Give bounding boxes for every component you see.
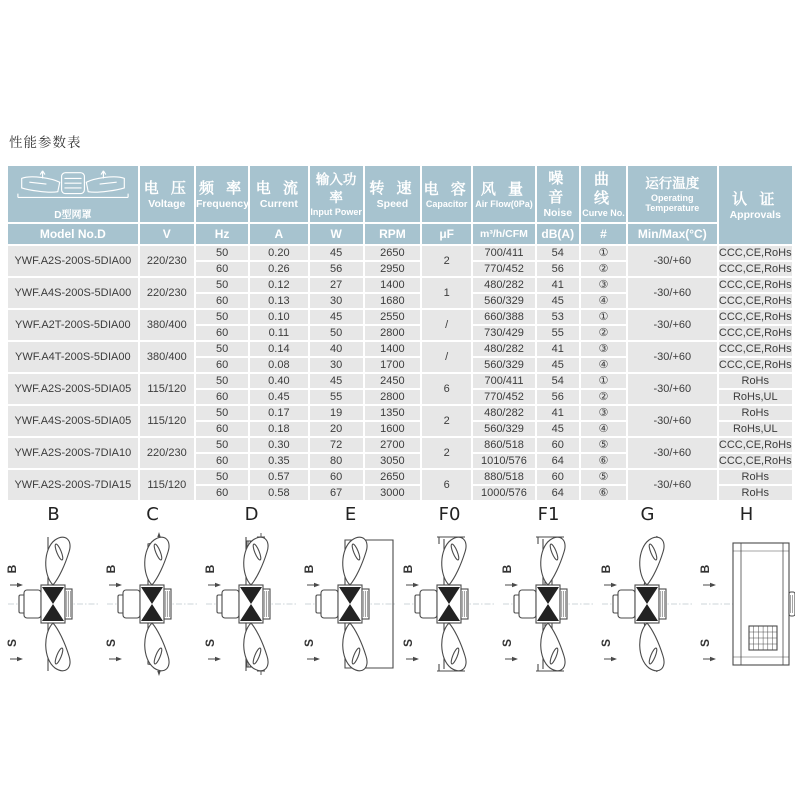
cell-voltage: 380/400: [140, 342, 194, 372]
mounting-diagram-H: [697, 503, 796, 686]
cell-approvals: CCC,CE,RoHs: [718, 454, 792, 467]
cell-hz: 50: [196, 470, 248, 484]
svg-text:S: S: [401, 638, 415, 648]
cell-airflow: 660/388: [473, 310, 534, 324]
cell-approvals: CCC,CE,RoHs: [718, 438, 792, 451]
cell-approvals: CCC,CE,RoHs: [718, 294, 792, 307]
cell-curve: ⑤: [581, 438, 626, 452]
cell-current: 0.10: [250, 310, 307, 324]
fan-side-view-icon: [6, 529, 102, 686]
cell-hz: 50: [196, 246, 248, 260]
cell-noise: 45: [537, 422, 579, 436]
unit-temperature: Min/Max(°C): [628, 224, 716, 244]
cell-noise: 45: [537, 358, 579, 372]
col-header-curve: 曲 线 Curve No.: [581, 166, 626, 222]
cell-model: YWF.A2S-200S-7DIA10: [8, 438, 138, 468]
cell-noise: 60: [537, 438, 579, 452]
cell-current: 0.40: [250, 374, 307, 388]
cell-curve: ⑤: [581, 470, 626, 484]
cell-noise: 53: [537, 310, 579, 324]
cell-capacitor: 6: [422, 470, 471, 500]
col-header-temperature: 运行温度 Operating Temperature: [628, 166, 716, 222]
unit-noise: dB(A): [537, 224, 579, 244]
cell-airflow: 560/329: [473, 358, 534, 372]
cell-power: 55: [310, 390, 363, 404]
cell-temperature: -30/+60: [628, 438, 716, 468]
cell-curve: ⑥: [581, 454, 626, 468]
col-header-speed: 转 速 Speed: [365, 166, 420, 222]
cell-capacitor: /: [422, 342, 471, 372]
cell-power: 45: [310, 374, 363, 388]
cell-curve: ②: [581, 326, 626, 340]
cell-current: 0.26: [250, 262, 307, 276]
cell-hz: 60: [196, 358, 248, 372]
cell-voltage: 220/230: [140, 438, 194, 468]
diagram-label-D: D: [244, 504, 259, 525]
cell-voltage: 380/400: [140, 310, 194, 340]
svg-text:S: S: [302, 638, 316, 648]
cell-noise: 55: [537, 326, 579, 340]
cell-noise: 45: [537, 294, 579, 308]
cell-airflow: 560/329: [473, 294, 534, 308]
mounting-diagrams: [4, 503, 796, 686]
unit-airflow: m³/h/CFM: [473, 224, 534, 244]
cell-airflow: 700/411: [473, 246, 534, 260]
cell-curve: ①: [581, 374, 626, 388]
cell-rpm: 1600: [365, 422, 420, 436]
cell-approvals: CCC,CE,RoHs: [718, 326, 792, 339]
cell-voltage: 220/230: [140, 278, 194, 308]
cell-temperature: -30/+60: [628, 342, 716, 372]
cell-current: 0.17: [250, 406, 307, 420]
cell-hz: 50: [196, 406, 248, 420]
diagram-label-F0: F0: [438, 504, 461, 525]
svg-text:S: S: [104, 638, 118, 648]
col-header-noise: 噪 音 Noise: [537, 166, 579, 222]
cell-current: 0.35: [250, 454, 307, 468]
cell-approvals: RoHs: [719, 486, 792, 500]
cell-current: 0.12: [250, 278, 307, 292]
svg-text:S: S: [5, 638, 19, 648]
cell-noise: 64: [537, 486, 579, 500]
spec-table: [6, 164, 794, 502]
cell-airflow: 770/452: [473, 262, 534, 276]
cell-rpm: 3000: [365, 486, 420, 500]
cell-approvals: RoHs: [719, 374, 792, 388]
spec-row: [8, 310, 792, 324]
spec-row: [8, 278, 792, 292]
cell-temperature: -30/+60: [628, 310, 716, 340]
cell-current: 0.45: [250, 390, 307, 404]
cell-model: YWF.A2S-200S-5DIA05: [8, 374, 138, 404]
mounting-diagram-D: [202, 503, 301, 686]
cell-current: 0.11: [250, 326, 307, 340]
fan-guard-illustration-cell: [8, 166, 138, 222]
cell-noise: 64: [537, 454, 579, 468]
cell-model: YWF.A2T-200S-5DIA00: [8, 310, 138, 340]
fan-guard-icon: [14, 167, 132, 205]
cell-curve: ④: [581, 422, 626, 436]
cell-hz: 60: [196, 422, 248, 436]
cell-hz: 60: [196, 454, 248, 468]
cell-current: 0.58: [250, 486, 307, 500]
fan-side-view-icon: [204, 529, 300, 686]
cell-model: YWF.A4S-200S-5DIA00: [8, 278, 138, 308]
col-header-airflow: 风 量 Air Flow(0Pa): [473, 166, 534, 222]
cell-capacitor: 2: [422, 246, 471, 276]
cell-approvals: RoHs,UL: [719, 390, 792, 404]
cell-airflow: 1000/576: [473, 486, 534, 500]
cell-power: 30: [310, 358, 363, 372]
spec-row: [8, 406, 792, 420]
cell-voltage: 115/120: [140, 374, 194, 404]
cell-model: YWF.A2S-200S-7DIA15: [8, 470, 138, 500]
page-title: 性能参数表: [9, 135, 82, 150]
cell-approvals: CCC,CE,RoHs: [718, 310, 792, 323]
fan-guard-label: D型网罩: [54, 210, 92, 221]
cell-airflow: 730/429: [473, 326, 534, 340]
svg-text:S: S: [203, 638, 217, 648]
cell-hz: 60: [196, 262, 248, 276]
svg-text:B: B: [5, 564, 19, 574]
unit-current: A: [250, 224, 307, 244]
cell-voltage: 115/120: [140, 470, 194, 500]
svg-text:S: S: [698, 638, 712, 648]
cell-temperature: -30/+60: [628, 470, 716, 500]
svg-text:B: B: [302, 564, 316, 574]
cell-hz: 50: [196, 374, 248, 388]
cell-approvals: CCC,CE,RoHs: [718, 278, 792, 291]
mounting-diagram-C: [103, 503, 202, 686]
cell-current: 0.13: [250, 294, 307, 308]
mounting-diagram-E: [301, 503, 400, 686]
cell-rpm: 2450: [365, 374, 420, 388]
cell-rpm: 1400: [365, 342, 420, 356]
cell-temperature: -30/+60: [628, 374, 716, 404]
cell-capacitor: 6: [422, 374, 471, 404]
spec-row: [8, 438, 792, 452]
diagram-label-B: B: [47, 504, 60, 525]
cell-hz: 60: [196, 486, 248, 500]
cell-rpm: 1350: [365, 406, 420, 420]
mounting-diagram-B: [4, 503, 103, 686]
cell-airflow: 480/282: [473, 406, 534, 420]
spec-table-body: [8, 246, 792, 500]
cell-power: 80: [310, 454, 363, 468]
cell-rpm: 2800: [365, 390, 420, 404]
cell-hz: 50: [196, 310, 248, 324]
col-header-current: 电 流 Current: [250, 166, 307, 222]
cell-current: 0.08: [250, 358, 307, 372]
cell-rpm: 1400: [365, 278, 420, 292]
cell-noise: 41: [537, 342, 579, 356]
cell-power: 45: [310, 310, 363, 324]
cell-temperature: -30/+60: [628, 406, 716, 436]
diagram-label-F1: F1: [537, 504, 560, 525]
unit-curve: #: [581, 224, 626, 244]
cell-airflow: 770/452: [473, 390, 534, 404]
cell-current: 0.30: [250, 438, 307, 452]
spec-row: [8, 246, 792, 260]
fan-side-view-icon: [600, 529, 696, 686]
cell-power: 50: [310, 326, 363, 340]
cell-noise: 54: [537, 246, 579, 260]
cell-noise: 41: [537, 406, 579, 420]
fan-side-view-icon: [105, 529, 201, 686]
cell-hz: 60: [196, 390, 248, 404]
cell-curve: ④: [581, 294, 626, 308]
svg-text:B: B: [698, 564, 712, 574]
cell-approvals: CCC,CE,RoHs: [718, 246, 792, 259]
col-header-frequency: 频 率 Frequency: [196, 166, 248, 222]
fan-side-view-icon: [402, 529, 498, 686]
cell-noise: 60: [537, 470, 579, 484]
svg-text:S: S: [500, 638, 514, 648]
cell-airflow: 560/329: [473, 422, 534, 436]
header-row-units: [8, 224, 792, 244]
cell-capacitor: /: [422, 310, 471, 340]
fan-side-view-icon: [699, 529, 795, 686]
cell-capacitor: 1: [422, 278, 471, 308]
col-header-approvals: 认 证 Approvals: [719, 166, 792, 244]
unit-input-power: W: [310, 224, 363, 244]
cell-current: 0.20: [250, 246, 307, 260]
spec-row: [8, 342, 792, 356]
cell-hz: 50: [196, 278, 248, 292]
cell-approvals: CCC,CE,RoHs: [718, 358, 792, 371]
cell-curve: ②: [581, 390, 626, 404]
svg-text:B: B: [599, 564, 613, 574]
fan-side-view-icon: [501, 529, 597, 686]
cell-noise: 54: [537, 374, 579, 388]
cell-airflow: 700/411: [473, 374, 534, 388]
cell-voltage: 115/120: [140, 406, 194, 436]
cell-power: 27: [310, 278, 363, 292]
header-row-1: [8, 166, 792, 222]
cell-airflow: 860/518: [473, 438, 534, 452]
cell-power: 19: [310, 406, 363, 420]
spec-row: [8, 470, 792, 484]
cell-rpm: 2650: [365, 246, 420, 260]
cell-rpm: 3050: [365, 454, 420, 468]
col-header-capacitor: 电 容 Capacitor: [422, 166, 471, 222]
cell-power: 30: [310, 294, 363, 308]
svg-text:B: B: [500, 564, 514, 574]
cell-curve: ①: [581, 246, 626, 260]
cell-noise: 41: [537, 278, 579, 292]
svg-text:B: B: [104, 564, 118, 574]
cell-current: 0.57: [250, 470, 307, 484]
cell-rpm: 2950: [365, 262, 420, 276]
cell-capacitor: 2: [422, 438, 471, 468]
cell-power: 67: [310, 486, 363, 500]
diagram-label-H: H: [739, 504, 754, 525]
cell-airflow: 480/282: [473, 278, 534, 292]
fan-side-view-icon: [303, 529, 399, 686]
cell-model: YWF.A2S-200S-5DIA00: [8, 246, 138, 276]
cell-model: YWF.A4S-200S-5DIA05: [8, 406, 138, 436]
cell-approvals: RoHs,UL: [719, 422, 792, 436]
col-header-input-power: 输入功率 Input Power: [310, 166, 363, 222]
cell-model: YWF.A4T-200S-5DIA00: [8, 342, 138, 372]
unit-model: Model No.D: [8, 224, 138, 244]
mounting-diagram-G: [598, 503, 697, 686]
unit-capacitor: μF: [422, 224, 471, 244]
cell-curve: ③: [581, 342, 626, 356]
unit-speed: RPM: [365, 224, 420, 244]
diagram-label-G: G: [640, 504, 655, 525]
cell-hz: 50: [196, 342, 248, 356]
cell-voltage: 220/230: [140, 246, 194, 276]
cell-curve: ④: [581, 358, 626, 372]
cell-approvals: RoHs: [719, 470, 792, 484]
cell-temperature: -30/+60: [628, 246, 716, 276]
cell-power: 56: [310, 262, 363, 276]
unit-voltage: V: [140, 224, 194, 244]
cell-power: 20: [310, 422, 363, 436]
cell-airflow: 480/282: [473, 342, 534, 356]
mounting-diagram-F0: [400, 503, 499, 686]
mounting-diagram-F1: [499, 503, 598, 686]
cell-hz: 60: [196, 326, 248, 340]
cell-hz: 50: [196, 438, 248, 452]
diagram-label-C: C: [146, 504, 159, 525]
cell-rpm: 2800: [365, 326, 420, 340]
cell-curve: ②: [581, 262, 626, 276]
cell-current: 0.18: [250, 422, 307, 436]
cell-rpm: 2550: [365, 310, 420, 324]
svg-text:S: S: [599, 638, 613, 648]
cell-rpm: 1700: [365, 358, 420, 372]
cell-power: 72: [310, 438, 363, 452]
cell-power: 60: [310, 470, 363, 484]
cell-current: 0.14: [250, 342, 307, 356]
svg-text:B: B: [203, 564, 217, 574]
cell-curve: ⑥: [581, 486, 626, 500]
svg-text:B: B: [401, 564, 415, 574]
cell-rpm: 2700: [365, 438, 420, 452]
cell-noise: 56: [537, 390, 579, 404]
cell-airflow: 1010/576: [473, 454, 534, 468]
cell-noise: 56: [537, 262, 579, 276]
unit-frequency: Hz: [196, 224, 248, 244]
col-header-voltage: 电 压 Voltage: [140, 166, 194, 222]
cell-rpm: 2650: [365, 470, 420, 484]
cell-curve: ③: [581, 278, 626, 292]
cell-approvals: CCC,CE,RoHs: [718, 342, 792, 355]
cell-curve: ③: [581, 406, 626, 420]
cell-curve: ①: [581, 310, 626, 324]
cell-airflow: 880/518: [473, 470, 534, 484]
spec-row: [8, 374, 792, 388]
diagram-label-E: E: [344, 504, 357, 525]
cell-approvals: CCC,CE,RoHs: [718, 262, 792, 275]
cell-rpm: 1680: [365, 294, 420, 308]
cell-power: 45: [310, 246, 363, 260]
cell-power: 40: [310, 342, 363, 356]
cell-hz: 60: [196, 294, 248, 308]
cell-capacitor: 2: [422, 406, 471, 436]
cell-approvals: RoHs: [719, 406, 792, 420]
cell-temperature: -30/+60: [628, 278, 716, 308]
